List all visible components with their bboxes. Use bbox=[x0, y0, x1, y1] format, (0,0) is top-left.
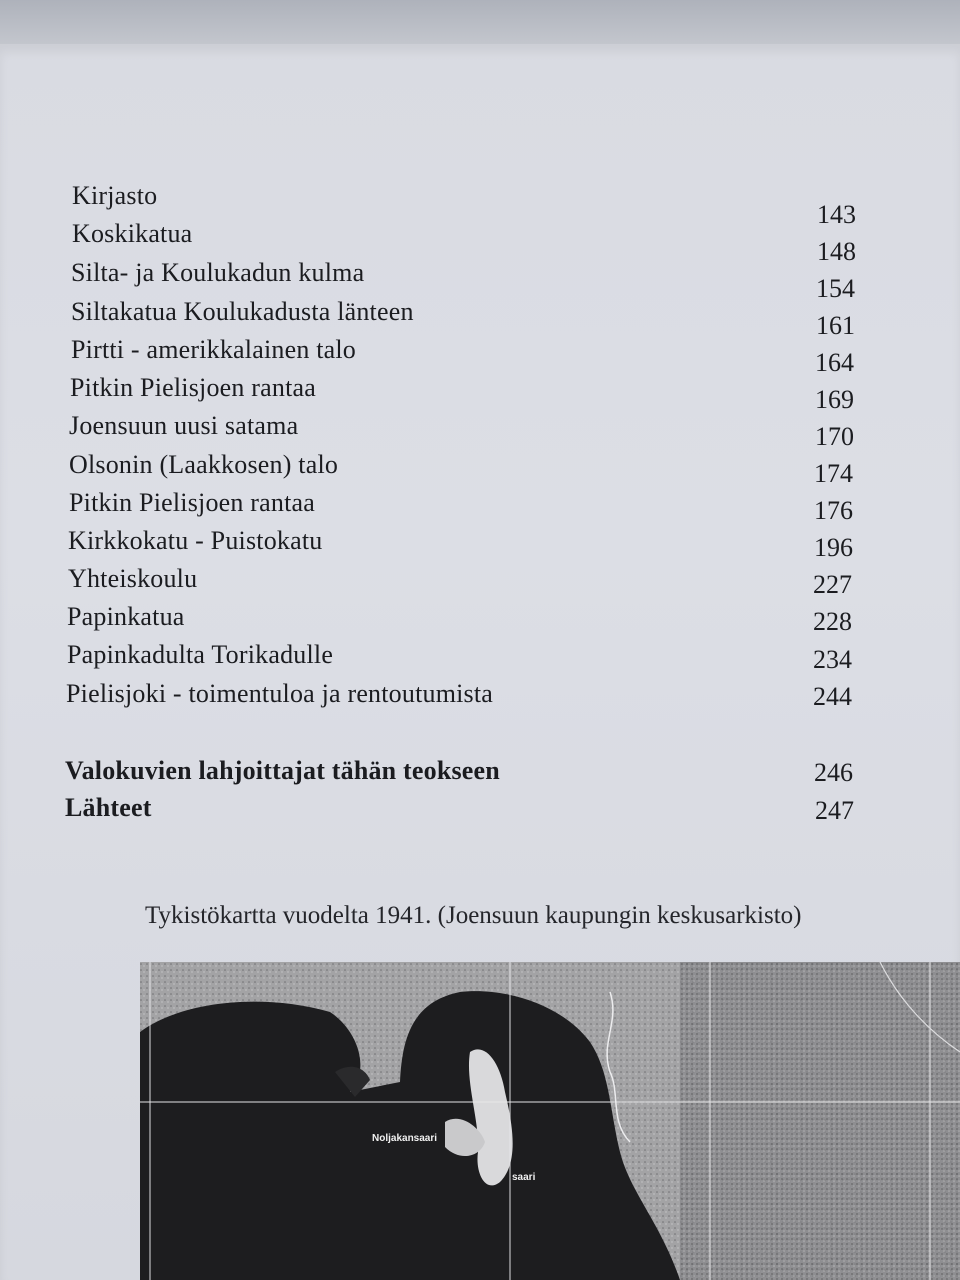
table-of-contents bbox=[0, 44, 960, 884]
toc-entry-page: 227 bbox=[813, 570, 852, 599]
toc-entry-page: 164 bbox=[815, 348, 854, 377]
map-label: saari bbox=[512, 1172, 536, 1183]
toc-entry-title: Valokuvien lahjoittajat tähän teokseen bbox=[65, 756, 500, 785]
artillery-map-graphic bbox=[140, 962, 960, 1280]
toc-entry-page: 170 bbox=[815, 422, 854, 451]
toc-entry-page: 174 bbox=[814, 459, 853, 488]
toc-entry-page: 247 bbox=[815, 796, 854, 825]
toc-entry-page: 161 bbox=[816, 311, 855, 340]
toc-entry-page: 176 bbox=[814, 496, 853, 525]
toc-entry-title: Lähteet bbox=[65, 793, 152, 822]
toc-entry-page: 244 bbox=[813, 682, 852, 711]
toc-entry-title: Papinkatua bbox=[67, 602, 185, 631]
toc-entry-title: Kirjasto bbox=[72, 181, 158, 210]
toc-entry-title: Pitkin Pielisjoen rantaa bbox=[69, 488, 315, 517]
toc-entry-title: Joensuun uusi satama bbox=[69, 411, 299, 440]
adjacent-page-edge bbox=[0, 0, 960, 44]
toc-entry-page: 169 bbox=[815, 385, 854, 414]
toc-entry-page: 154 bbox=[816, 274, 855, 303]
figure-caption: Tykistökartta vuodelta 1941. (Joensuun kaupungin keskusarkisto) bbox=[145, 902, 802, 929]
toc-entry-title: Pitkin Pielisjoen rantaa bbox=[70, 373, 316, 402]
book-page bbox=[0, 44, 960, 1280]
toc-entry-title: Olsonin (Laakkosen) talo bbox=[69, 450, 339, 479]
toc-entry-page: 234 bbox=[813, 645, 852, 674]
toc-entry-title: Kirkkokatu - Puistokatu bbox=[68, 526, 323, 555]
map-photo bbox=[140, 962, 960, 1280]
toc-entry-page: 228 bbox=[813, 607, 852, 636]
toc-entry-page: 148 bbox=[817, 237, 856, 266]
toc-entry-title: Papinkadulta Torikadulle bbox=[67, 640, 334, 669]
toc-entry-title: Silta- ja Koulukadun kulma bbox=[71, 258, 365, 287]
toc-entry-title: Pielisjoki - toimentuloa ja rentoutumista bbox=[66, 679, 494, 708]
toc-entry-page: 196 bbox=[814, 533, 853, 562]
toc-entry-page: 246 bbox=[814, 758, 853, 787]
map-label: Noljakansaari bbox=[372, 1133, 438, 1144]
toc-entry-page: 143 bbox=[817, 200, 856, 229]
toc-entry-title: Yhteiskoulu bbox=[68, 564, 198, 593]
toc-entry-title: Siltakatua Koulukadusta länteen bbox=[71, 297, 414, 326]
toc-entry-title: Koskikatua bbox=[72, 219, 193, 248]
toc-entry-title: Pirtti - amerikkalainen talo bbox=[71, 335, 357, 364]
